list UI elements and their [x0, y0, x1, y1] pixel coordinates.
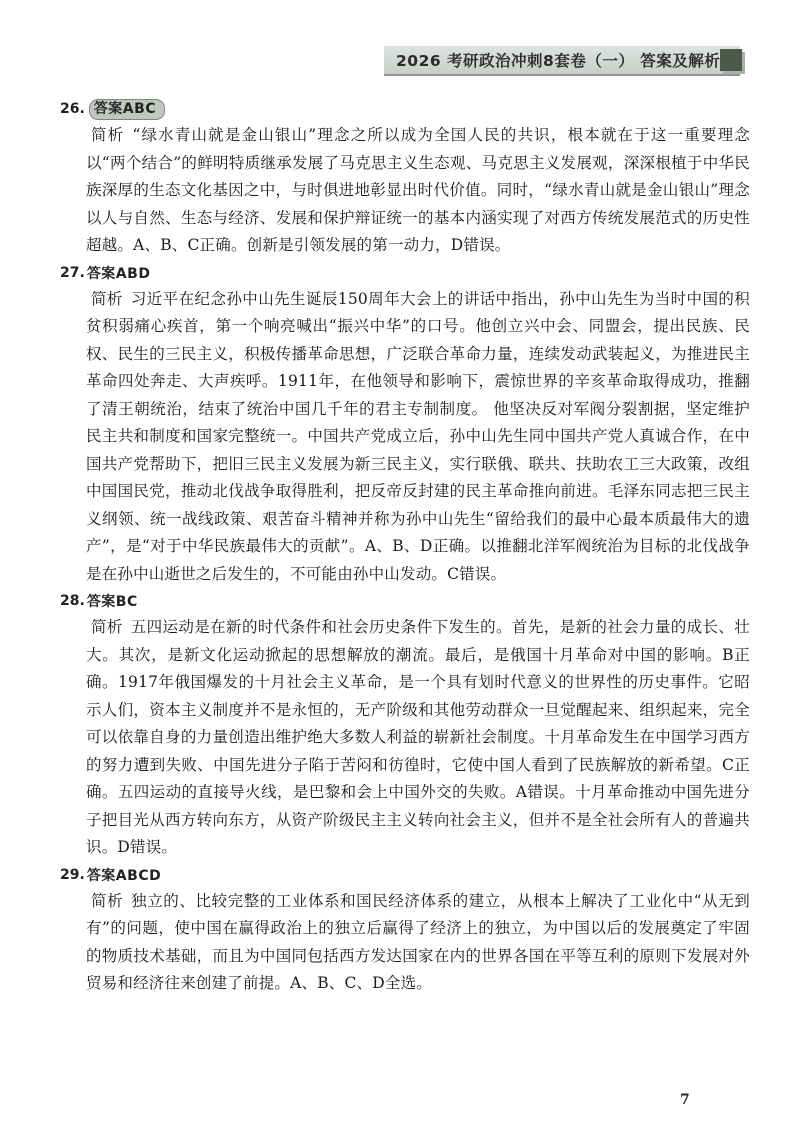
explanation-label: 简析	[91, 891, 124, 910]
explanation-text: 习近平在纪念孙中山先生诞辰150周年大会上的讲话中指出，孙中山先生为当时中国的积贫积弱痛心疾首，第一个响亮喊出“振兴中华”的口号。他创立兴中会、同盟会，提出民族、民权、民生的三民主义，积极传播革命思想，广泛联合革命力量，连续发动武装起义，为推进民主革命四处奔走、大声疾呼。1911年，在他领导和影响下，震惊世界的辛亥革命取得成功，推翻了清王朝统治，结束了统治中国几千年的君主专制制度。 他坚决反对军阀分裂割据，坚定维护民主共和制度和国家完整统一。中国共产党成立后，孙中山先生同中国共产党人真诚合作，在中国共产党帮助下，把旧三民主义发展为新三民主义，实行联俄、联共、扶助农工三大政策，改组中国国民党，推动北伐战争取得胜利，把反帝反封建的民主革命推向前进。毛泽东同志把三民主义纲领、统一战线政策、艰苦奋斗精神并称为孙中山先生“留给我们的最中心最本质最伟大的遗产”，是“对于中华民族最伟大的贡献”。A、B、D正确。以推翻北洋军阀统治为目标的北伐战争是在孙中山逝世之后发生的，不可能由孙中山发动。C错误。	[86, 289, 750, 583]
question-28-header	[60, 588, 750, 614]
question-29	[60, 862, 750, 998]
explanation-text: 独立的、比较完整的工业体系和国民经济体系的建立，从根本上解决了工业化中“从无到有”的问题，使中国在赢得政治上的独立后赢得了经济上的独立，为中国以后的发展奠定了牢固的物质技术基础，而且为中国同包括西方发达国家在内的世界各国在平等互利的原则下发展对外贸易和经济往来创建了前提。A、B、C、D全选。	[86, 891, 750, 992]
answer-label: 答案ABD	[86, 265, 151, 282]
question-number: 28.	[60, 593, 85, 609]
question-27	[60, 260, 750, 589]
question-28-explanation	[60, 614, 750, 862]
answer-label: 答案ABCD	[86, 867, 162, 884]
answer-label: 答案BC	[86, 594, 138, 610]
explanation-text: 五四运动是在新的时代条件和社会历史条件下发生的。首先，是新的社会力量的成长、壮大。其次，是新文化运动掀起的思想解放的潮流。最后，是俄国十月革命对中国的影响。B正确。1917年俄国爆发的十月社会主义革命，是一个具有划时代意义的世界性的历史事件。它昭示人们，资本主义制度并不是永恒的，无产阶级和其他劳动群众一旦觉醒起来、组织起来，完全可以依靠自身的力量创造出维护绝大多数人利益的崭新社会制度。十月革命发生在中国学习西方的努力遭到失败、中国先进分子陷于苦闷和彷徨时，它使中国人看到了民族解放的新希望。C正确。五四运动的直接导火线，是巴黎和会上中国外交的失败。A错误。十月革命推动中国先进分子把目光从西方转向东方，从资产阶级民主主义转向社会主义，但并不是全社会所有人的普遍共识。D错误。	[86, 618, 750, 856]
question-number: 29.	[60, 866, 85, 883]
explanation-label: 简析	[91, 618, 123, 636]
question-28	[60, 588, 750, 862]
explanation-text: “绿水青山就是金山银山”理念之所以成为全国人民的共识，根本就在于这一重要理念以“两个结合”的鲜明特质继承发展了马克思主义生态观、马克思主义发展观，深深根植于中华民族深厚的生态文化基因之中，与时俱进地彰显出时代价值。同时，“绿水青山就是金山银山”理念以人与自然、生态与经济、发展和保护辩证统一的基本内涵实现了对西方传统发展范式的历史性超越。A、B、C正确。创新是引领发展的第一动力，D错误。	[86, 126, 750, 254]
question-number: 26.	[60, 101, 85, 117]
question-29-explanation	[60, 888, 750, 998]
explanation-label: 简析	[91, 289, 123, 308]
page-number: 7	[680, 1092, 690, 1108]
header-decoration-block	[720, 49, 742, 71]
question-26	[60, 96, 750, 260]
question-27-explanation	[60, 286, 750, 589]
answer-badge: 答案ABC	[89, 99, 165, 120]
question-27-header	[60, 260, 750, 286]
question-number: 27.	[60, 264, 85, 281]
question-26-explanation	[60, 122, 750, 260]
question-29-header	[60, 862, 750, 888]
explanation-label: 简析	[91, 126, 125, 144]
page-header-title: 2026 考研政治冲刺8套卷（一） 答案及解析	[396, 52, 721, 70]
question-26-header	[60, 96, 750, 122]
answer-explanations	[60, 96, 750, 998]
